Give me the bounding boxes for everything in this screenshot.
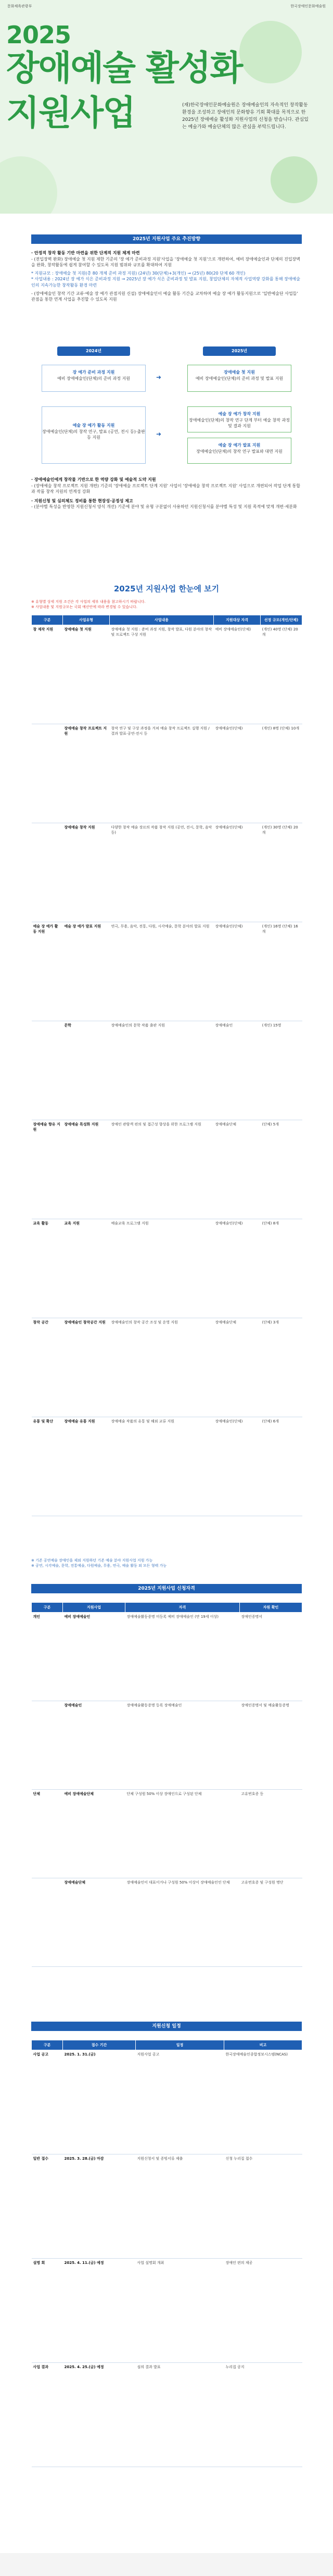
table-row — [32, 2363, 302, 2467]
table-cell: 장애예술 유통 지원 — [63, 1417, 110, 1516]
table-cell: (개인) 30명 (단체) 20개 — [261, 823, 302, 922]
column-header: 구분 — [32, 2040, 63, 2050]
flow-2025-create — [187, 406, 291, 432]
table-cell: 고유번호증 및 구성원 명단 — [240, 1878, 302, 1967]
table-cell: 장애예술인(단체) — [214, 922, 261, 1021]
table-row — [32, 1878, 302, 1967]
table-cell: 장애인 편의 제공 — [224, 2259, 302, 2363]
agency-logo: 한국장애인문화예술원 — [290, 4, 326, 8]
table-cell: 장애인증명서 및 예술활동증명 — [240, 1701, 302, 1790]
table-cell: 개인 — [32, 1613, 63, 1701]
table-cell: 한국장애예술인종합정보시스템(NCAS) — [224, 2050, 302, 2154]
table-cell: 예술교육 프로그램 지원 — [110, 1219, 214, 1318]
table-cell: 사업 공고 — [32, 2050, 63, 2154]
table-cell: 장애예술 창작 지원 — [63, 823, 110, 922]
table-cell — [32, 1021, 63, 1120]
table-cell: 창작 공간 — [32, 1318, 63, 1417]
table-row — [32, 1417, 302, 1516]
table-cell: 단체 — [32, 1790, 63, 1878]
table-cell — [32, 1701, 63, 1790]
decor-blob — [0, 156, 57, 214]
overview-notes — [31, 599, 302, 610]
directions-p4-title: · 지원신청 및 심의체도 정비를 통한 현장성·공정성 제고 — [31, 498, 133, 503]
table-row — [32, 724, 302, 823]
overview-note-2: ※ 사업내용 및 지원규모는 국회 예산안에 따라 변경될 수 있습니다. — [31, 605, 137, 610]
table-cell: 장애예술 향유 지원 — [32, 1120, 63, 1219]
flow-2025-present-title: 예술 장 예가 발표 지원 — [218, 443, 261, 448]
flow-year-2024: 2024년 — [57, 346, 130, 356]
table-cell: 신청 누리집 접수 — [224, 2154, 302, 2259]
overview-table — [31, 615, 302, 1516]
table-row — [32, 823, 302, 922]
arrow-right-icon: ➜ — [156, 374, 162, 381]
directions-p1-title: · 안정적 창작 활동 기반 마련을 위한 단계적 지원 체계 마련 — [31, 251, 140, 255]
table-cell: 장애인증명서 — [240, 1613, 302, 1701]
overview-header-row — [32, 615, 302, 625]
table-cell: 연극, 무용, 음악, 전통, 다원, 시각예술, 문학 분야의 발표 지원 — [110, 922, 214, 1021]
directions-p3: - (장애예술 창작 프로젝트 지원 개편) 기준의 '장애예술 프로젝트 단계 지원' 사업이 '장애예술 창작 프로젝트 지원' 사업으로 개편되어 작업 단계 통합과 작품 창작 지원의 연계성 강화 — [31, 483, 301, 494]
column-header: 사업내용 — [110, 615, 214, 625]
table-row — [32, 1790, 302, 1878]
table-cell: 문학 — [63, 1021, 110, 1120]
table-cell: (개인) 15명 — [261, 1021, 302, 1120]
table-cell — [32, 823, 63, 922]
table-cell: (개인) 8명 (단체) 10개 — [261, 724, 302, 823]
table-row — [32, 1613, 302, 1701]
table-cell: 장애예술 첫 지원 — [63, 625, 110, 724]
flow-2024-activity-sub: 장애예술인(단체)의 창작 연구, 발표 (공연, 전시 등)·출판 등 지원 — [42, 429, 145, 440]
column-header: 자원 확인 — [240, 1603, 302, 1613]
table-cell: 장애예술활동증명 등록 장애예술인 — [125, 1701, 240, 1790]
directions-p1: - (전입장벽 완화) 장애예술 첫 지원 제한 기준의 '장 예가 준비과정 지원'사업을 '장애예술 첫 지원'으로 개편하여, 예비 장애예술인과 단체의 진입장벽을 완화, 창작활동에 쉽게 참여할 수 있도록 지원 범위와 규모를 확대하여 지원 — [31, 256, 301, 268]
table-cell: (개인) 40명 (단체) 20개 — [261, 625, 302, 724]
overview-note-1: ※ 유형별 상세 지원 조건은 각 사업의 세부 내용을 참고하시기 바랍니다. — [31, 600, 146, 604]
column-header: 구분 — [32, 615, 63, 625]
section-bar-directions: 2025년 지원사업 주요 추진방향 — [31, 234, 302, 244]
flow-2024-activity — [42, 406, 146, 464]
table-row — [32, 2154, 302, 2259]
table-cell: 2025. 4. 25.(금) 예정 — [63, 2363, 136, 2467]
directions-p1-sub2: * 사업내용 : 2024년 장 예가 식은 준비과정 지원 → 2025년 장 예가 식은 준비과정 및 발표 지원, 창업단체의 자체적 사업역량 강화를 통해 장애예술인의 지속가능한 창작활동 환경 마련 — [31, 277, 300, 288]
table-cell: 장애예술 특성화 지원 — [63, 1120, 110, 1219]
flow-2025-first-sub: 예비 장애예술인(단체)의 준비 과정 및 발표 지원 — [195, 376, 284, 381]
eligibility-table — [31, 1602, 302, 1967]
table-cell: 예비 장애예술단체 — [63, 1790, 125, 1878]
flow-2024-activity-title: 예술 장 예가 활동 지원 — [72, 423, 115, 428]
hero-title-line2: 지원사업 — [6, 93, 135, 133]
column-header: 비고 — [224, 2040, 302, 2050]
table-cell: 단체 구성원 50% 이상 장애인으로 구성된 단체 — [125, 1790, 240, 1878]
table-row — [32, 2050, 302, 2154]
table-cell: 장애예술인 — [214, 1021, 261, 1120]
overview-title: 2025년 지원사업 한눈에 보기 — [113, 584, 220, 593]
directions-p4: - (분야별 특성을 반영한 지원신청서 양식 개선) 기준에 분야 및 유형 구분없이 사용하던 지원신청서를 분야별 특성 및 지원 목적에 맞게 개편·세분화 — [31, 504, 297, 510]
table-row — [32, 922, 302, 1021]
directions-p1-sub: * 지원규모 : 장애예술 첫 지원(총 80 개체 준비 과정 지원) (24년) 30(단체)+3(개인) → (25년) 80(20 단체 60 개인) — [31, 270, 246, 276]
ministry-logo: 문화체육관광부 — [7, 4, 32, 8]
table-cell: 일반 접수 — [32, 2154, 63, 2259]
table-cell: 지원신청서 및 증빙서류 제출 — [136, 2154, 224, 2259]
table-cell: 교육 활동 — [32, 1219, 63, 1318]
column-header: 선정 규모(개인/단체) — [261, 615, 302, 625]
table-row — [32, 1318, 302, 1417]
table-cell: (단체) 6개 — [261, 1417, 302, 1516]
table-cell: 예술 장 예가 발표 지원 — [63, 922, 110, 1021]
directions-p2: - (장애예술인 창작 기간 교류·예술 장 예가 관점지원 신설) 장애예술인이 예술 활동 기간을 교차하며 예술 장 예가 활동지원으로 '일반예술단 사업들' 관점을 통한 연계 사업을 추진할 수 있도록 지원 — [31, 291, 298, 302]
table-row — [32, 1701, 302, 1790]
flow-2025-create-sub: 장애예술인(단체)의 창작 연구 단계 부터 예술 창작 과정 및 결과 지원 — [188, 417, 290, 429]
table-cell: 장애예술단체 — [214, 1318, 261, 1417]
overview-foot-1: ※ 기존 공연예술 장애인을 제외 지원하던 기존 예술 분야 지원사업 지원 가능 — [31, 1558, 153, 1563]
header-bar — [0, 0, 333, 11]
column-header: 자격 — [125, 1603, 240, 1613]
column-header: 구분 — [32, 1603, 63, 1613]
table-cell: 설명 회 — [32, 2259, 63, 2363]
table-cell: 심의 결과 발표 — [136, 2363, 224, 2467]
hero-title-line1: 장애예술 활성화 — [6, 48, 242, 88]
table-cell: 장애예술인(단체) — [214, 1417, 261, 1516]
table-cell: 유통 및 확산 — [32, 1417, 63, 1516]
schedule-table — [31, 2040, 302, 2467]
section-bar-schedule: 지원신청 일정 — [31, 2022, 302, 2031]
table-cell: 예비 장애예술인 — [63, 1613, 125, 1701]
directions-p3-title: · 장애예술인에게 창작물 기반으로 한 역량 강화 및 예술적 도약 지원 — [31, 477, 156, 482]
table-cell: 창 제작 지원 — [32, 625, 63, 724]
table-cell: 장애예술인(단체) — [214, 1219, 261, 1318]
table-cell: (단체) 8개 — [261, 1219, 302, 1318]
section-bar-eligibility: 2025년 지원사업 신청자격 — [31, 1584, 302, 1593]
table-cell: 예술 장 예가 활동 지원 — [32, 922, 63, 1021]
table-cell: 사업 결과 — [32, 2363, 63, 2467]
table-cell: 장애예술인의 문학 작품 출판 지원 — [110, 1021, 214, 1120]
flow-2025-first — [187, 365, 291, 392]
directions-text — [31, 250, 302, 303]
table-cell: 장애예술인의 창작 공간 조성 및 운영 지원 — [110, 1318, 214, 1417]
table-cell — [32, 724, 63, 823]
table-cell: 사업 설명회 개최 — [136, 2259, 224, 2363]
column-header: 일정 — [136, 2040, 224, 2050]
directions-text-2 — [31, 477, 302, 510]
table-cell: 장애예술활동증명 미등록 예비 장애예술인 (만 19세 이상) — [125, 1613, 240, 1701]
flow-year-2025: 2025년 — [203, 346, 276, 356]
overview-foot-2: ※ 공연, 시각예술, 문학, 전통예술, 다원예술, 무용, 연극, 예술 활동 외 모든 형태 가능 — [31, 1564, 166, 1568]
flow-2025-present — [187, 438, 291, 464]
table-cell: 장애예술인 — [63, 1701, 125, 1790]
eligibility-header-row — [32, 1603, 302, 1613]
flow-2025-first-title: 장애예술 첫 지원 — [224, 370, 255, 375]
table-cell — [32, 1878, 63, 1967]
hero-description: (재)한국장애인문화예술원은 장애예술인의 자속적인 창작활동 환경을 조성하고 장애인의 문화향유 기회 확대를 목적으로 한 2025년 장애예술 활성화 지원사업의 신청을 받습니다. 관심있는 예술가와 예술단체의 많은 관심을 부탁드립니다. — [182, 103, 309, 130]
flow-2024-prep-sub: 예비 장애예술인(단체)의 준비 과정 지원 — [57, 376, 131, 381]
table-cell: (개인) 16명 (단체) 16개 — [261, 922, 302, 1021]
column-header: 지원대상 자격 — [214, 615, 261, 625]
column-header: 사업유형 — [63, 615, 110, 625]
table-row — [32, 2259, 302, 2363]
flow-2024-prep-title: 장 예가 준비 과정 지원 — [72, 370, 115, 375]
table-cell: 장애예술인 창작공간 지원 — [63, 1318, 110, 1417]
table-cell: 고유번호증 등 — [240, 1790, 302, 1878]
table-row — [32, 1120, 302, 1219]
table-cell: 누리집 공지 — [224, 2363, 302, 2467]
table-cell: 2025. 3. 28.(금) 마감 — [63, 2154, 136, 2259]
decor-blob — [239, 21, 302, 83]
table-cell: 장애예술단체 — [214, 1120, 261, 1219]
table-cell: 장애예술인이 대표이거나 구성원 50% 이상이 장애예술인인 단체 — [125, 1878, 240, 1967]
overview-footnotes — [31, 1558, 302, 1568]
table-cell: 예비 장애예술인(단체) — [214, 625, 261, 724]
table-row — [32, 1021, 302, 1120]
decor-blob — [271, 156, 317, 203]
arrow-right-icon: ➜ — [156, 430, 162, 438]
hero-banner — [0, 0, 333, 214]
table-cell: 창작 연구 및 구상 과정을 거쳐 예술 창작 프로젝트 실행 지원 / 결과 발표·공연·전시 등 — [110, 724, 214, 823]
flow-2025-present-sub: 장애예술인(단체)의 창작 연구 발표와 대면 지원 — [196, 449, 283, 454]
table-cell: 장애예술인(단체) — [214, 823, 261, 922]
table-cell: 지원사업 공고 — [136, 2050, 224, 2154]
table-cell: 교육 지원 — [63, 1219, 110, 1318]
table-cell: 장애인 관람객 편의 및 접근성 향상을 위한 프로그램 지원 — [110, 1120, 214, 1219]
page-footer — [0, 2553, 333, 2576]
table-cell: 장애예술단체 — [63, 1878, 125, 1967]
table-cell: 장애예술 첫 지원 : 준비 과정 지원, 창작 발표, 다원 분야의 창작 및 프로젝트 구상 지원 — [110, 625, 214, 724]
schedule-header-row — [32, 2040, 302, 2050]
column-header: 접수 기간 — [63, 2040, 136, 2050]
table-cell: (단체) 5개 — [261, 1120, 302, 1219]
table-cell: 다양한 창작 예술 장르의 작품 창작 지원 (공연, 전시, 문학, 음악 등) — [110, 823, 214, 922]
table-cell: 장애예술 창작 프로젝트 지원 — [63, 724, 110, 823]
flow-2025-create-title: 예술 장 예가 창작 지원 — [218, 412, 261, 416]
table-cell: 2025. 1. 31.(금) — [63, 2050, 136, 2154]
column-header: 지원사업 — [63, 1603, 125, 1613]
table-cell: 2025. 4. 11.(금) 예정 — [63, 2259, 136, 2363]
flow-2024-prep — [42, 365, 146, 392]
hero-year: 2025 — [6, 21, 71, 49]
table-cell: (단체) 3개 — [261, 1318, 302, 1417]
table-row — [32, 1219, 302, 1318]
table-cell: 장애예술 작품의 유통 및 해외 교류 지원 — [110, 1417, 214, 1516]
table-row — [32, 625, 302, 724]
table-cell: 장애예술인(단체) — [214, 724, 261, 823]
